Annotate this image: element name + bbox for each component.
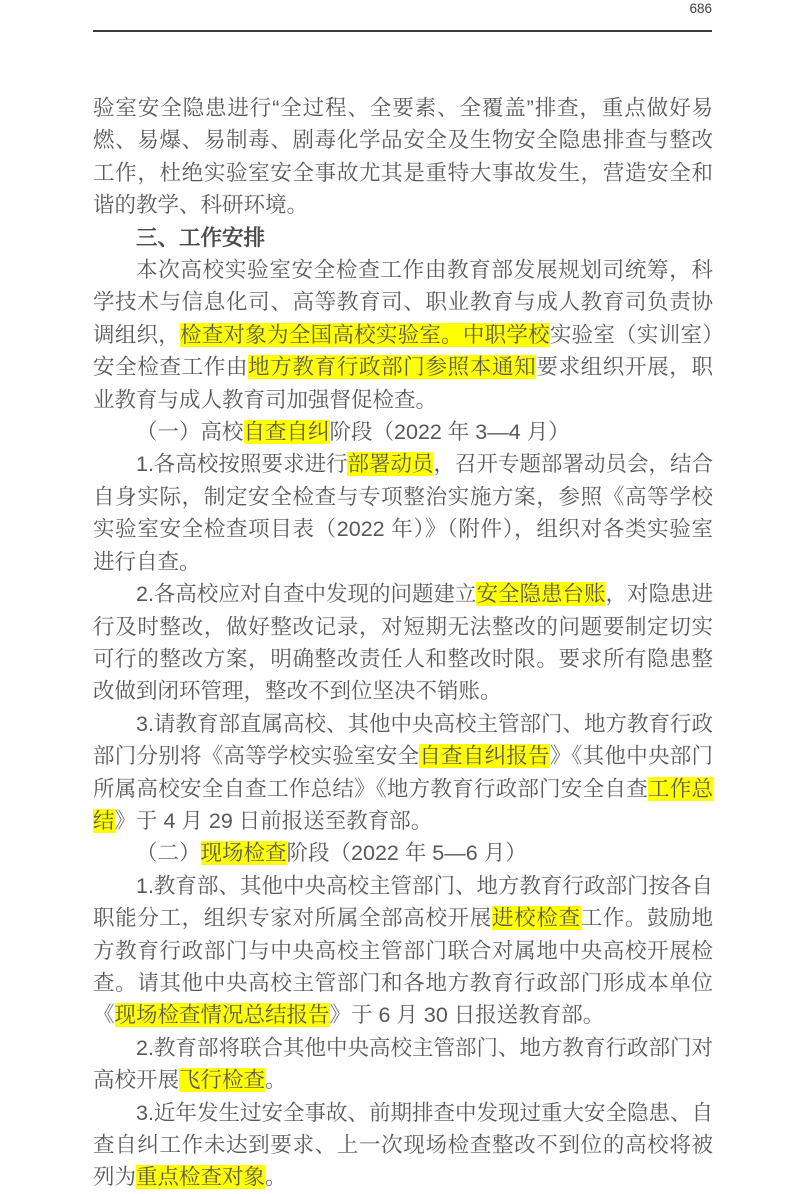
- item-2-1: [93, 870, 713, 1032]
- page-number: 686: [689, 1, 712, 16]
- subheading-phase-1-self-inspection: [93, 416, 713, 448]
- text-run: 。: [265, 1165, 287, 1190]
- text-run: ，对隐患进行及时整改，做好整改记录，对短期无法整改的问题要制定切实可行的整改方案，明确整改责任人和整改时限。要求所有隐患整改做到闭环管理，整改不到位坚决不销账。: [93, 582, 713, 704]
- text-run: 1.各高校按照要求进行: [136, 452, 348, 477]
- item-2-2: [93, 1032, 713, 1097]
- para-overview: [93, 254, 713, 416]
- text-run: 阶段（2022 年 5—6 月）: [286, 841, 527, 866]
- header-rule: [93, 30, 712, 32]
- text-run: 2.各高校应对自查中发现的问题建立: [136, 582, 477, 607]
- highlighted-text: 现场检查情况总结报告: [114, 1003, 330, 1028]
- text-run: （一）高校: [136, 420, 244, 445]
- item-1-3: [93, 708, 713, 838]
- highlighted-text: 重点检查对象: [136, 1165, 266, 1190]
- text-run: 2.教育部将联合其他中央高校主管部门、地方教育行政部门对高校开展: [93, 1035, 713, 1093]
- item-2-3: [93, 1097, 713, 1194]
- highlighted-text: 工作总结: [93, 776, 713, 833]
- highlighted-text: 自查自纠: [243, 420, 330, 445]
- text-run: 验室安全隐患进行“全过程、全要素、全覆盖”排查，重点做好易燃、易爆、易制毒、剧毒化学品安全及生物安全隐患排查与整改工作，杜绝实验室安全事故尤其是重特大事故发生，营造安全和谐的教学、科研环境。: [93, 96, 713, 218]
- text-run: 工作。鼓励地方教育行政部门与中央高校主管部门联合对属地中央高校开展检查。请其他中央高校主管部门和各地方教育行政部门形成本单位《: [93, 906, 713, 1028]
- highlighted-text: 现场检查: [200, 841, 287, 866]
- highlighted-text: 检查对象为全国高校实验室。: [180, 322, 463, 347]
- highlighted-text: 中职学校: [462, 322, 550, 347]
- highlighted-text: 地方教育行政部门参照本通知: [248, 355, 537, 380]
- text-run: （二）: [136, 841, 201, 866]
- highlighted-text: 飞行检查: [179, 1068, 266, 1093]
- item-1-2: [93, 578, 713, 708]
- highlighted-text: 自查自纠报告: [419, 744, 550, 769]
- subheading-phase-2-onsite-inspection: [93, 837, 713, 869]
- text-run: ，召开专题部署动员会，结合自身实际，制定安全检查与专项整治实施方案，参照《高等学校实验室安全检查项目表（2022 年）》（附件），组织对各类实验室进行自查。: [93, 452, 713, 574]
- text-run: 本次高校实验室安全检查工作由教育部发展规划司统筹，科学技术与信息化司、高等教育司、职业教育与成人教育司负责协调组织，: [93, 258, 713, 347]
- highlighted-text: 安全隐患台账: [476, 582, 606, 607]
- text-run: 实验室（实训室）安全检查工作由: [93, 322, 713, 380]
- item-1-1: [93, 448, 713, 578]
- heading-section-3-work-arrangement: [93, 222, 713, 254]
- text-run: 3.近年发生过安全事故、前期排查中发现过重大安全隐患、自查自纠工作未达到要求、上一次现场检查整改不到位的高校将被列为: [93, 1100, 713, 1190]
- text-run: 。: [265, 1068, 287, 1093]
- para-prev-continuation: [93, 92, 713, 222]
- text-run: 要求组织开展，职业教育与成人教育司加强督促检查。: [93, 355, 713, 412]
- text-run: 3.请教育部直属高校、其他中央高校主管部门、地方教育行政部门分别将《高等学校实验室安全: [93, 711, 713, 769]
- text-run: 》于 4 月 29 日前报送至教育部。: [114, 808, 433, 833]
- highlighted-text: 部署动员: [347, 452, 434, 477]
- text-run: 三、工作安排: [136, 225, 266, 250]
- text-run: 》于 6 月 30 日报送教育部。: [329, 1003, 605, 1028]
- document-content: [93, 92, 713, 1194]
- highlighted-text: 进校检查: [491, 906, 581, 931]
- text-run: 阶段（2022 年 3—4 月）: [329, 420, 570, 445]
- text-run: 》《其他中央部门所属高校安全自查工作总结》《地方教育行政部门安全自查: [93, 744, 713, 801]
- text-run: 1.教育部、其他中央高校主管部门、地方教育行政部门按各自职能分工，组织专家对所属全部高校开展: [93, 873, 713, 931]
